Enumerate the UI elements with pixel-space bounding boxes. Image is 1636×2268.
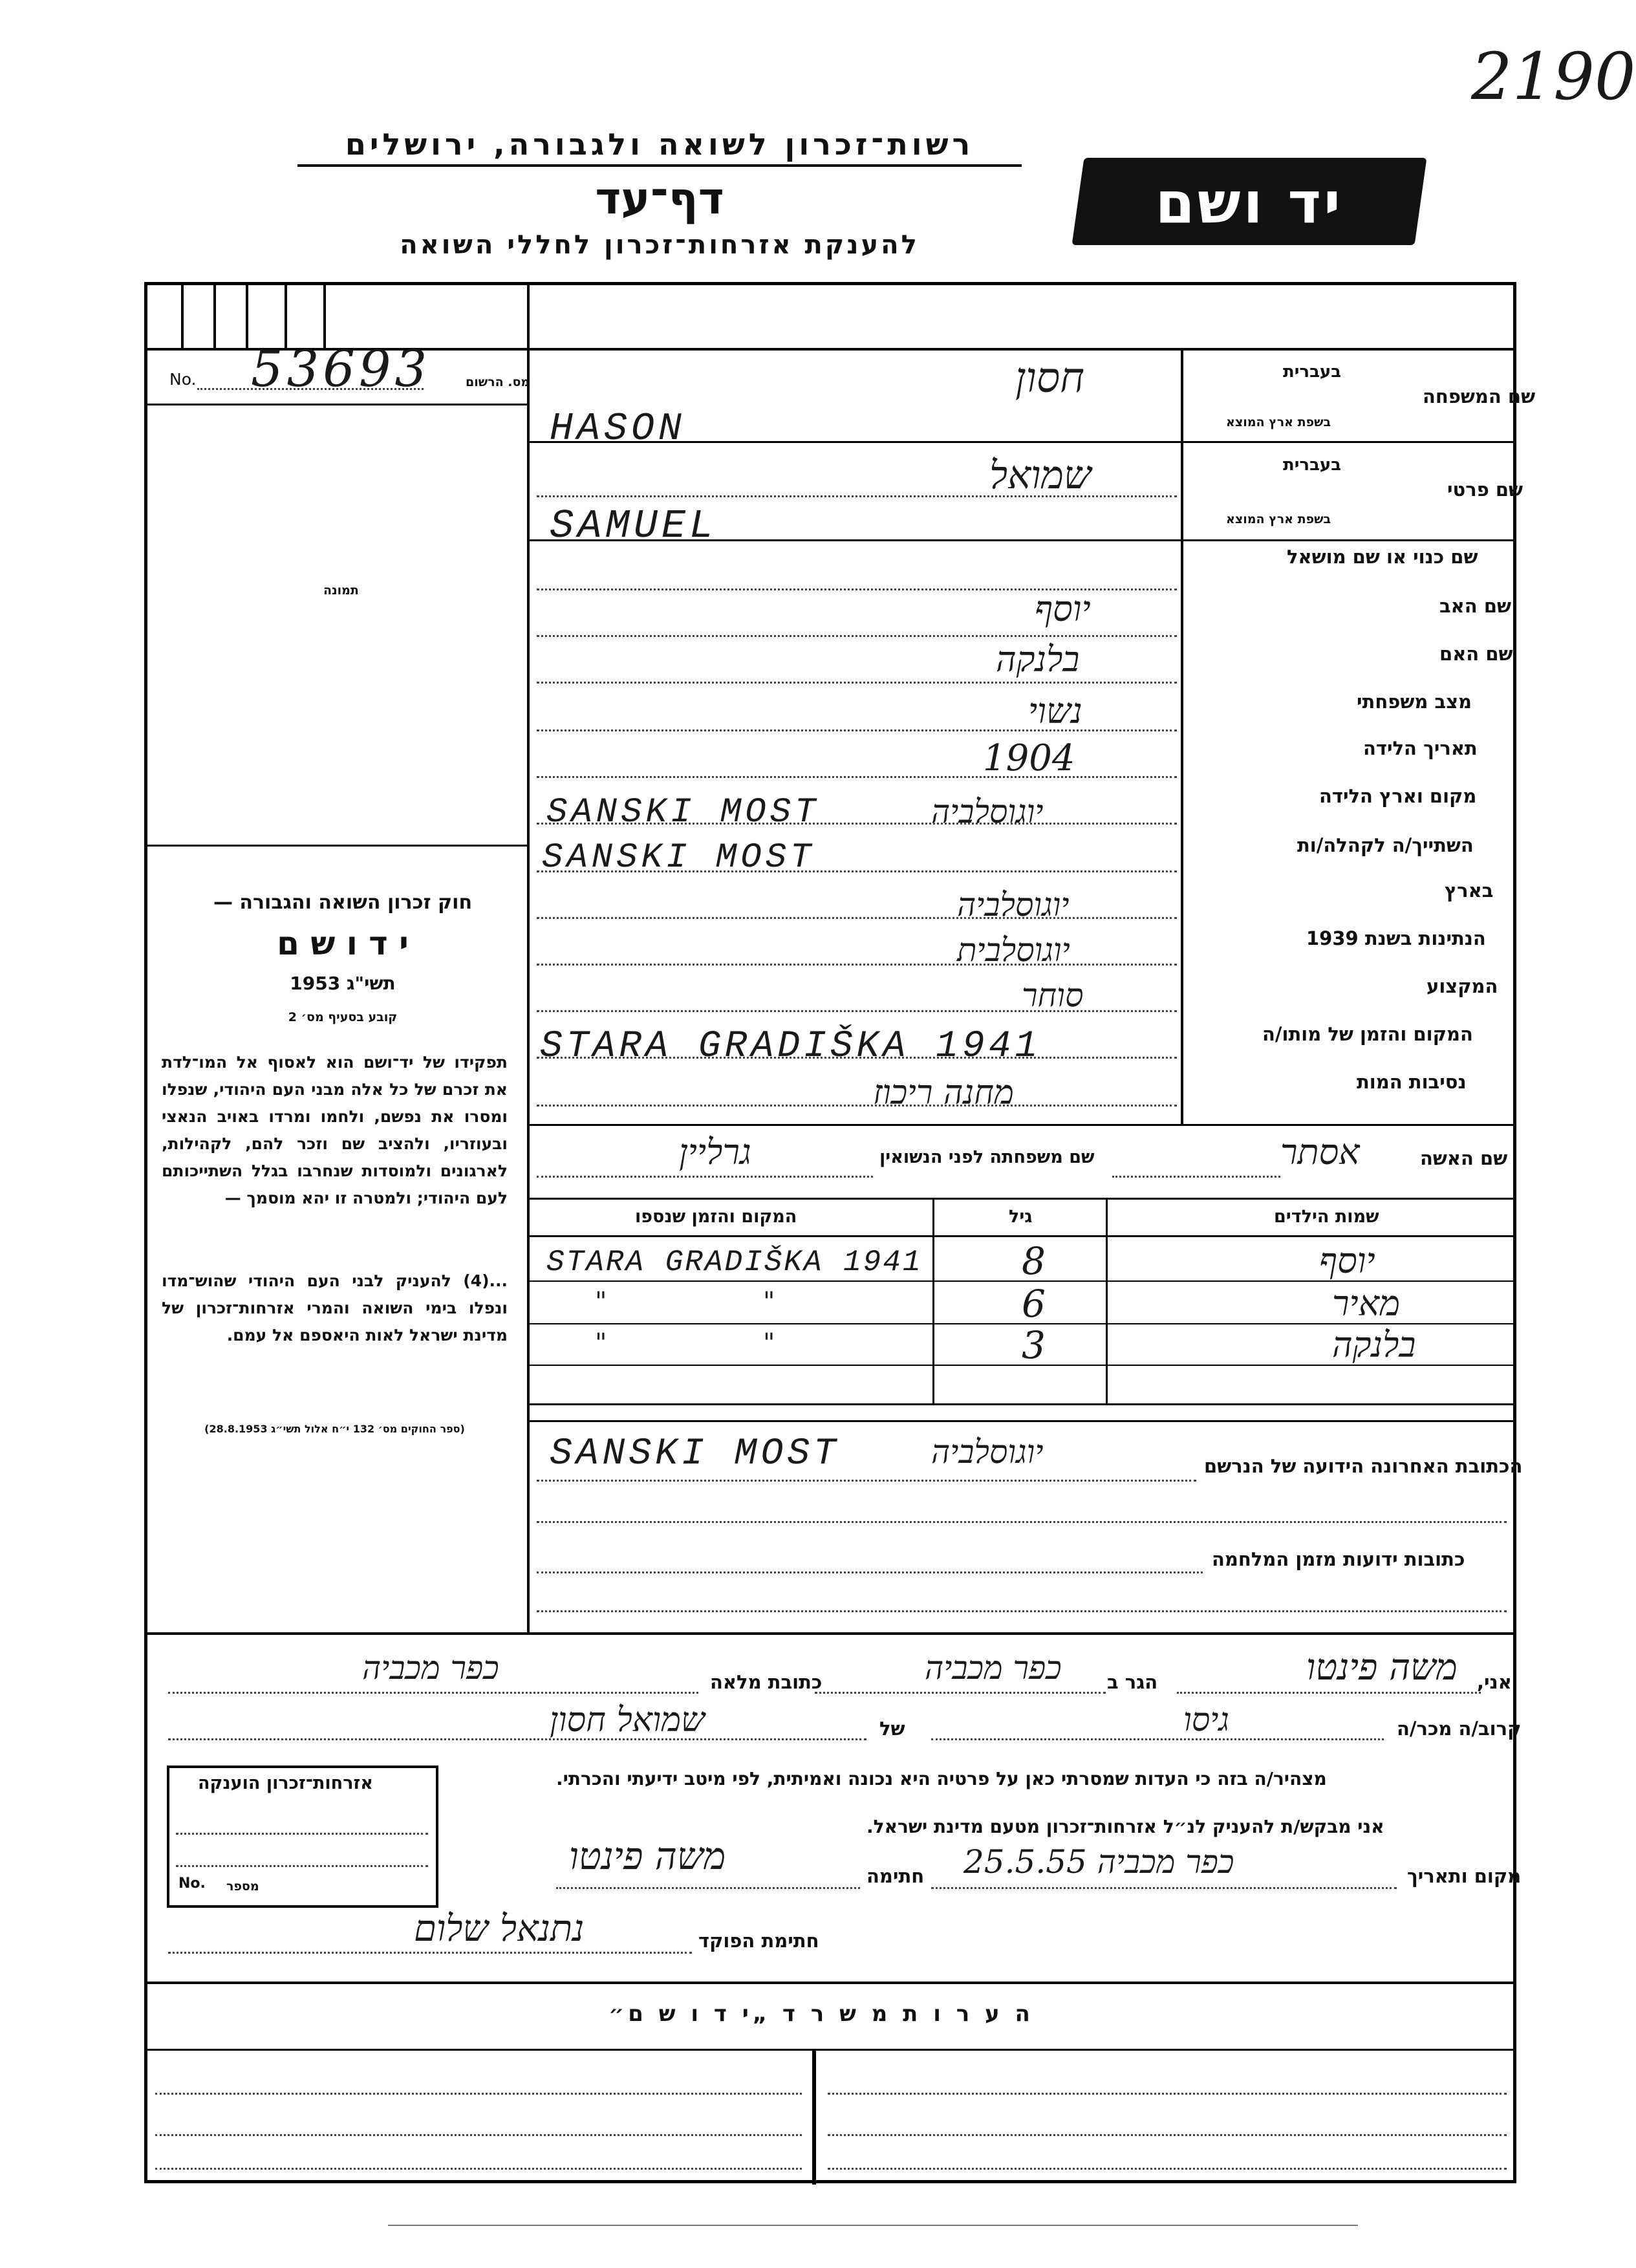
child-2-place-1: " <box>595 1287 607 1317</box>
wife-maiden-label: שם משפחתה לפני הנשואין <box>879 1147 1095 1167</box>
place-date-label: מקום ותאריך <box>1407 1865 1522 1887</box>
place-date-value: כפר מכביה 25.5.55 <box>963 1843 1234 1881</box>
death-circumstances-value: מחנה ריכוז <box>873 1074 1014 1112</box>
wife-value: אסתר <box>1280 1132 1360 1172</box>
law-text-1: תפקידו של יד־ושם הוא לאסוף אל המו־לדת את זכרם של כל אלה מבני העם היהודי, שנפלו ומסרו את נפשם, ולחמו ומרדו באויב הנאצי ובעוזריו, ולהציב שם וזכר להם, לקהילות, לארגונים ולמוסדות שנחרבו בגלל השתייכותם לעם היהודי; ולמטרה זו יהא מוסמך — <box>162 1053 508 1207</box>
children-names-header: שמות הילדים <box>1274 1207 1379 1227</box>
authority-title: רשות־זכרון לשואה ולגבורה, ירושלים <box>297 127 1022 167</box>
declarant-name: משה פינטו <box>1306 1647 1458 1689</box>
birth-place-hebrew-value: יוגוסלביה <box>931 793 1044 830</box>
birth-date-value: 1904 <box>983 737 1075 779</box>
country-value: יוגוסלביה <box>957 886 1070 923</box>
declaration-request: אני מבקש/ת להעניק לנ״ל אזרחות־זכרון מטעם מדינת ישראל. <box>866 1816 1384 1837</box>
war-addresses-label: כתובות ידועות מזמן המלחמה <box>1212 1548 1465 1570</box>
declarant-signature: משה פינטו <box>569 1834 726 1878</box>
full-address-label: כתובת מלאה <box>710 1671 823 1693</box>
supervisor-signature-label: חתימת הפוקד <box>698 1930 819 1952</box>
photo-label: תמונה <box>323 583 359 598</box>
citizenship-value: יוגוסלבית <box>957 931 1070 969</box>
declarant-label: אני, <box>1477 1671 1512 1693</box>
death-circumstances-label: נסיבות המות <box>1357 1071 1467 1093</box>
of-label: של <box>879 1718 905 1740</box>
citizenship-label: הנתינות בשנת 1939 <box>1306 927 1486 949</box>
family-name-hebrew-label: בעברית <box>1283 362 1342 382</box>
document-title: דף־עד <box>595 173 724 224</box>
resides-label: הגר ב <box>1107 1671 1158 1693</box>
supervisor-signature: נתנאל שלום <box>414 1908 585 1950</box>
full-address-value: כפר מכביה <box>362 1649 499 1687</box>
father-label: שם האב <box>1439 595 1512 617</box>
child-2-place-2: " <box>763 1287 775 1317</box>
child-2-age: 6 <box>1022 1282 1046 1326</box>
relative-value: גיסו <box>1183 1701 1229 1738</box>
first-name-label: שם פרטי <box>1447 479 1523 501</box>
last-address-latin-value: SANSKI MOST <box>550 1433 840 1475</box>
law-clause: קובע בסעיף מס׳ 2 <box>288 1010 398 1024</box>
registration-number: 53693 <box>251 340 431 398</box>
citizenship-number-label: מספר <box>226 1879 259 1894</box>
registration-no-label: No. <box>169 370 197 389</box>
citizenship-number-no: No. <box>178 1875 206 1892</box>
first-name-origin-value: SAMUEL <box>550 503 718 549</box>
document-subtitle: להענקת אזרחות־זכרון לחללי השואה <box>400 230 920 260</box>
birth-place-label: מקום וארץ הלידה <box>1319 785 1477 807</box>
mother-label: שם האם <box>1439 643 1513 665</box>
first-name-hebrew-value: שמואל <box>989 453 1092 498</box>
death-place-label: המקום והזמן של מותו/ה <box>1262 1023 1473 1045</box>
child-3-name: בלנקה <box>1332 1324 1416 1365</box>
resides-value: כפר מכביה <box>925 1649 1062 1687</box>
children-place-header: המקום והזמן שנספו <box>635 1207 797 1227</box>
child-1-name: יוסף <box>1319 1240 1375 1281</box>
family-name-origin-value: HASON <box>550 407 686 451</box>
child-3-age: 3 <box>1022 1323 1046 1367</box>
child-1-place: STARA GRADIŠKA 1941 <box>546 1246 923 1279</box>
mother-value: בלנקה <box>996 639 1080 680</box>
signature-label: חתימה <box>866 1865 925 1887</box>
community-value: SANSKI MOST <box>542 838 815 878</box>
yad-vashem-logo: יד ושם <box>1072 158 1427 245</box>
nickname-label: שם כנוי או שם מושאל <box>1287 546 1478 568</box>
first-name-hebrew-label: בעברית <box>1283 455 1342 475</box>
declaration-statement: מצהיר/ה בזה כי העדות שמסרתי כאן על פרטיה היא נכונה ואמיתית, לפי מיטב ידיעתי והכרתי. <box>556 1768 1327 1789</box>
last-address-label: הכתובת האחרונה הידועה של הנרשם <box>1204 1455 1523 1477</box>
of-value: שמואל חסון <box>550 1701 705 1740</box>
registration-label: מס. הרשום <box>466 375 530 389</box>
birth-place-latin-value: SANSKI MOST <box>546 793 820 832</box>
law-title: חוק זכרון השואה והגבורה — <box>213 891 473 914</box>
notes-title: ה ע ר ו ת מ ש ר ד „י ד ו ש ם״ <box>608 2001 1034 2027</box>
birth-date-label: תאריך הלידה <box>1363 737 1478 759</box>
law-name: י ד ו ש ם <box>277 925 409 962</box>
marital-status-value: נשוי <box>1028 691 1082 731</box>
first-name-origin-label: בשפת ארץ המוצא <box>1226 512 1331 526</box>
father-value: יוסף <box>1035 589 1091 629</box>
profession-value: סוחר <box>1022 977 1084 1014</box>
community-label: השתייך/ה לקהלה/ות <box>1297 834 1474 856</box>
child-1-age: 8 <box>1022 1239 1046 1283</box>
law-source: (ספר החוקים מס׳ 132 י״ח אלול תשי״ג 28.8.1953) <box>204 1423 465 1435</box>
family-name-origin-label: בשפת ארץ המוצא <box>1226 415 1331 429</box>
law-text-2: ...(4) להעניק לבני העם היהודי שהוש־מדו ונפלו בימי השואה והמרי אזרחות־זכרון של מדינת ישראל לאות היאספם אל עמם. <box>162 1271 508 1345</box>
citizenship-granted-title: אזרחות־זכרון הוענקה <box>198 1773 373 1793</box>
death-place-value: STARA GRADIŠKA 1941 <box>540 1026 1042 1068</box>
relative-label: קרוב/ה מכר/ה <box>1397 1718 1522 1740</box>
wife-label: שם האשה <box>1420 1147 1508 1169</box>
child-3-place-1: " <box>595 1328 607 1358</box>
child-3-place-2: " <box>763 1328 775 1358</box>
archive-number: 2190 <box>1471 39 1636 114</box>
country-label: בארץ <box>1445 880 1494 902</box>
child-2-name: מאיר <box>1332 1283 1401 1324</box>
children-age-header: גיל <box>1009 1207 1033 1227</box>
family-name-label-visible: שם המשפחה <box>1423 385 1536 407</box>
profession-label: המקצוע <box>1426 975 1498 997</box>
family-name-hebrew-value: חסון <box>1015 354 1084 402</box>
wife-maiden-value: גרליין <box>679 1132 751 1172</box>
law-year: תשי"ג 1953 <box>290 973 396 994</box>
marital-status-label: מצב משפחתי <box>1357 691 1472 713</box>
last-address-hebrew-value: יוגוסלביה <box>931 1433 1044 1471</box>
